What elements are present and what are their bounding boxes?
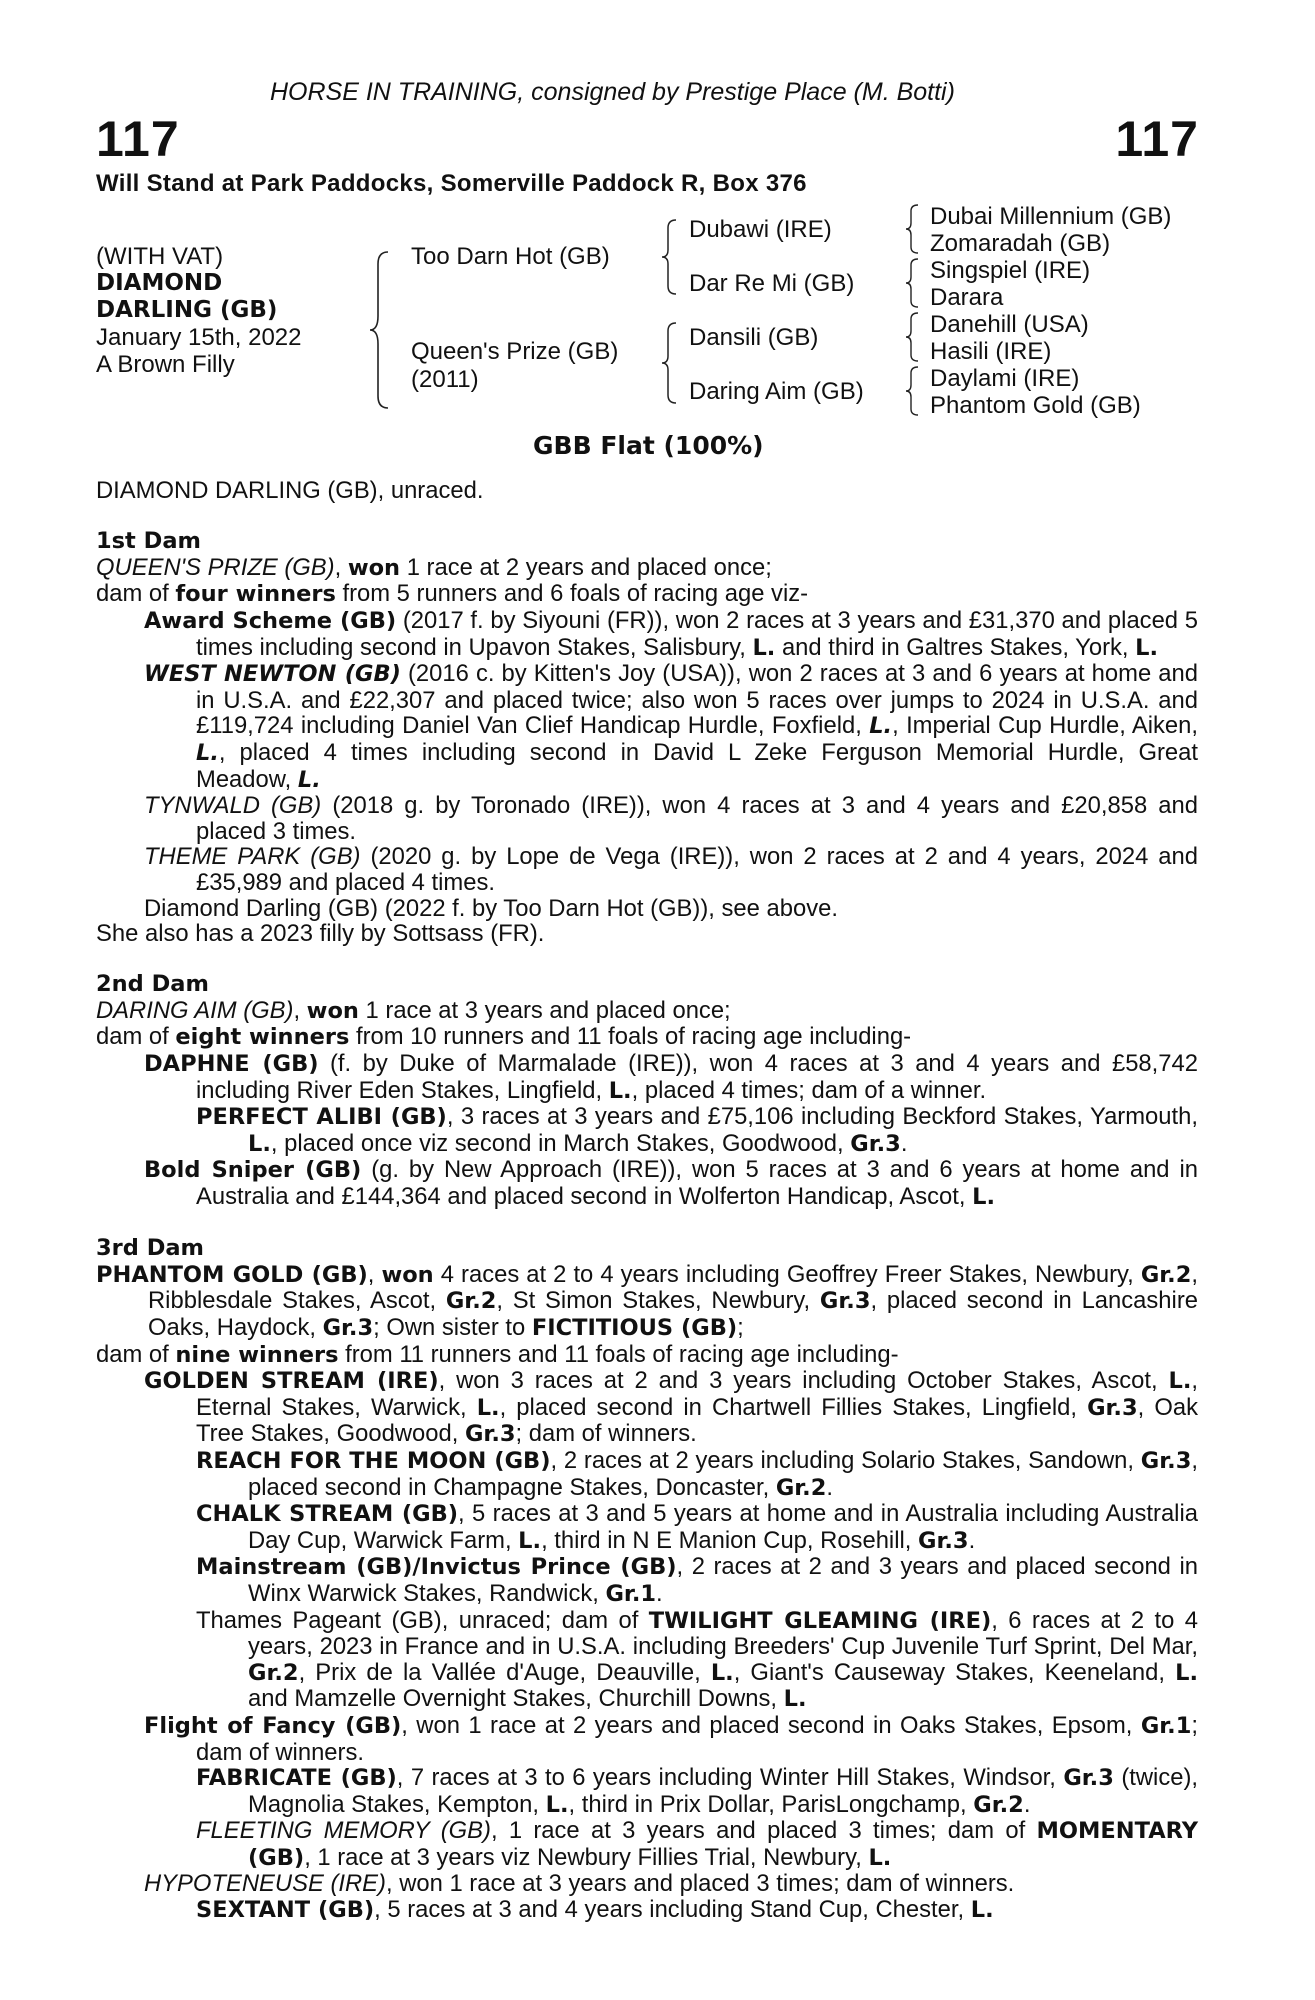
dam-summary: dam of four winners from 5 runners and 6 foals of racing age viz- — [96, 580, 809, 608]
ancestor-1: Dubai Millennium (GB) — [930, 203, 1172, 230]
sire-dam: Dar Re Mi (GB) — [689, 270, 855, 297]
rating: GBB Flat (100%) — [533, 431, 764, 460]
produce-entry: WEST NEWTON (GB) (2016 c. by Kitten's Joy (USA)), won 2 races at 3 and 6 years at home and in U.S.A. and £22,307 and placed twice; also won 5 races over jumps to 2024 in U.S.A. and £119,724 including Daniel Van Clief Handicap Hurdle, Foxfield, L., Imperial Cup Hurdle, Aiken, L., placed 4 times including second in David L Zeke Ferguson Memorial Hurdle, Great Meadow, L. — [144, 660, 1199, 793]
catalogue-body — [96, 478, 1198, 1924]
dam-summary: dam of nine winners from 11 runners and 11 foals of racing age including- — [96, 1340, 899, 1368]
produce-entry: FLEETING MEMORY (GB), 1 race at 3 years and placed 3 times; dam of MOMENTARY (GB), 1 race at 3 years viz Newbury Fillies Trial, Newbury, L. — [196, 1817, 1199, 1871]
sire-sire: Dubawi (IRE) — [689, 216, 832, 243]
produce-entry: SEXTANT (GB), 5 races at 3 and 4 years including Stand Cup, Chester, L. — [196, 1896, 994, 1924]
ancestor-8: Phantom Gold (GB) — [930, 392, 1141, 419]
produce-entry: Mainstream (GB)/Invictus Prince (GB), 2 races at 2 and 3 years and placed second in Winx Warwick Stakes, Randwick, Gr.1. — [196, 1553, 1198, 1607]
catalogue-header: HORSE IN TRAINING, consigned by Prestige Place (M. Botti) — [270, 78, 955, 106]
produce-entry: Bold Sniper (GB) (g. by New Approach (IRE)), won 5 races at 3 and 6 years at home and in Australia and £144,364 and placed second in Wolferton Handicap, Ascot, L. — [144, 1156, 1198, 1211]
section-heading-2nd-dam: 2nd Dam — [96, 971, 209, 998]
vat-note: (WITH VAT) — [96, 243, 224, 270]
dam-entry: DARING AIM (GB), won 1 race at 3 years and placed once; — [96, 996, 731, 1024]
horse-description: A Brown Filly — [96, 351, 235, 378]
section-heading-3rd-dam: 3rd Dam — [96, 1235, 204, 1262]
ancestor-5: Danehill (USA) — [930, 311, 1089, 338]
pedigree-brace-main — [368, 250, 392, 410]
produce-entry: FABRICATE (GB), 7 races at 3 to 6 years including Winter Hill Stakes, Windsor, Gr.3 (twice), Magnolia Stakes, Kempton, L., third in Prix Dollar, ParisLongchamp, Gr.2. — [196, 1764, 1198, 1818]
lot-number-left: 117 — [96, 111, 180, 167]
sire: Too Darn Hot (GB) — [411, 243, 610, 270]
dam: Queen's Prize (GB) — [411, 338, 619, 365]
stand-location: Will Stand at Park Paddocks, Somerville Paddock R, Box 376 — [96, 170, 807, 197]
ancestor-4: Darara — [930, 284, 1004, 311]
dam-year: (2011) — [411, 366, 479, 393]
ancestor-6: Hasili (IRE) — [930, 338, 1052, 365]
pedigree-brace-g3b — [904, 257, 920, 309]
lot-number-right: 117 — [1115, 111, 1199, 167]
produce-entry: TYNWALD (GB) (2018 g. by Toronado (IRE)), won 4 races at 3 and 4 years and £20,858 and placed 3 times. — [144, 792, 1198, 845]
horse-name-line2: DARLING (GB) — [96, 297, 278, 323]
produce-entry: Award Scheme (GB) (2017 f. by Siyouni (FR)), won 2 races at 3 years and £31,370 and placed 5 times including second in Upavon Stakes, Salisbury, L. and third in Galtres Stakes, York, L. — [144, 606, 1198, 661]
produce-entry: DAPHNE (GB) (f. by Duke of Marmalade (IRE)), won 4 races at 3 and 4 years and £58,742 including River Eden Stakes, Lingfield, L., placed 4 times; dam of a winner. — [144, 1050, 1198, 1104]
dam-summary: dam of eight winners from 10 runners and 11 foals of racing age including- — [96, 1023, 912, 1051]
produce-entry: PERFECT ALIBI (GB), 3 races at 3 years and £75,106 including Beckford Stakes, Yarmouth, L., placed once viz second in March Stakes, Goodwood, Gr.3. — [196, 1103, 1198, 1157]
produce-entry: REACH FOR THE MOON (GB), 2 races at 2 years including Solario Stakes, Sandown, Gr.3, placed second in Champagne Stakes, Doncaster, Gr.2. — [196, 1446, 1198, 1501]
produce-entry: Diamond Darling (GB) (2022 f. by Too Darn Hot (GB)), see above. — [144, 894, 838, 922]
date-of-birth: January 15th, 2022 — [96, 324, 302, 351]
ancestor-2: Zomaradah (GB) — [930, 230, 1111, 257]
intro-line: DIAMOND DARLING (GB), unraced. — [96, 477, 484, 504]
produce-entry: Flight of Fancy (GB), won 1 race at 2 years and placed second in Oaks Stakes, Epsom, Gr.1; dam of winners. — [144, 1711, 1198, 1766]
dam-dam: Daring Aim (GB) — [689, 378, 864, 405]
produce-note: She also has a 2023 filly by Sottsass (FR). — [96, 920, 545, 948]
pedigree-brace-g3d — [904, 365, 920, 417]
dam-entry: QUEEN'S PRIZE (GB), won 1 race at 2 years and placed once; — [96, 553, 772, 581]
produce-entry: Thames Pageant (GB), unraced; dam of TWILIGHT GLEAMING (IRE), 6 races at 2 to 4 years, 2023 in France and in U.S.A. including Breeders' Cup Juvenile Turf Sprint, Del Mar, Gr.2, Prix de la Vallée d'Auge, Deauville, L., Giant's Causeway Stakes, Keeneland, L. and Mamzelle Overnight Stakes, Churchill Downs, L. — [196, 1606, 1198, 1713]
produce-entry: THEME PARK (GB) (2020 g. by Lope de Vega (IRE)), won 2 races at 2 and 4 years, 2024 and £35,989 and placed 4 times. — [144, 843, 1199, 896]
section-heading-1st-dam: 1st Dam — [96, 528, 201, 555]
produce-entry: HYPOTENEUSE (IRE), won 1 race at 3 years and placed 3 times; dam of winners. — [144, 1870, 1015, 1898]
ancestor-3: Singspiel (IRE) — [930, 257, 1091, 284]
pedigree-brace-dam — [660, 321, 678, 405]
dam-sire: Dansili (GB) — [689, 324, 819, 351]
pedigree-brace-sire — [660, 218, 678, 296]
pedigree-brace-g3c — [904, 311, 920, 363]
horse-name-line1: DIAMOND — [96, 270, 223, 296]
ancestor-7: Daylami (IRE) — [930, 365, 1080, 392]
dam-entry: PHANTOM GOLD (GB), won 4 races at 2 to 4 years including Geoffrey Freer Stakes, Newbury, Gr.2, Ribblesdale Stakes, Ascot, Gr.2, St Simon Stakes, Newbury, Gr.3, placed second in Lancashire Oaks, Haydock, Gr.3; Own sister to FICTITIOUS (GB); — [96, 1260, 1199, 1341]
produce-entry: GOLDEN STREAM (IRE), won 3 races at 2 and 3 years including October Stakes, Ascot, L., Eternal Stakes, Warwick, L., placed second in Chartwell Fillies Stakes, Lingfield, Gr.3, Oak Tree Stakes, Goodwood, Gr.3; dam of winners. — [144, 1367, 1198, 1448]
produce-entry: CHALK STREAM (GB), 5 races at 3 and 5 years at home and in Australia including Australia Day Cup, Warwick Farm, L., third in N E Manion Cup, Rosehill, Gr.3. — [196, 1500, 1198, 1554]
pedigree-brace-g3a — [904, 203, 920, 255]
